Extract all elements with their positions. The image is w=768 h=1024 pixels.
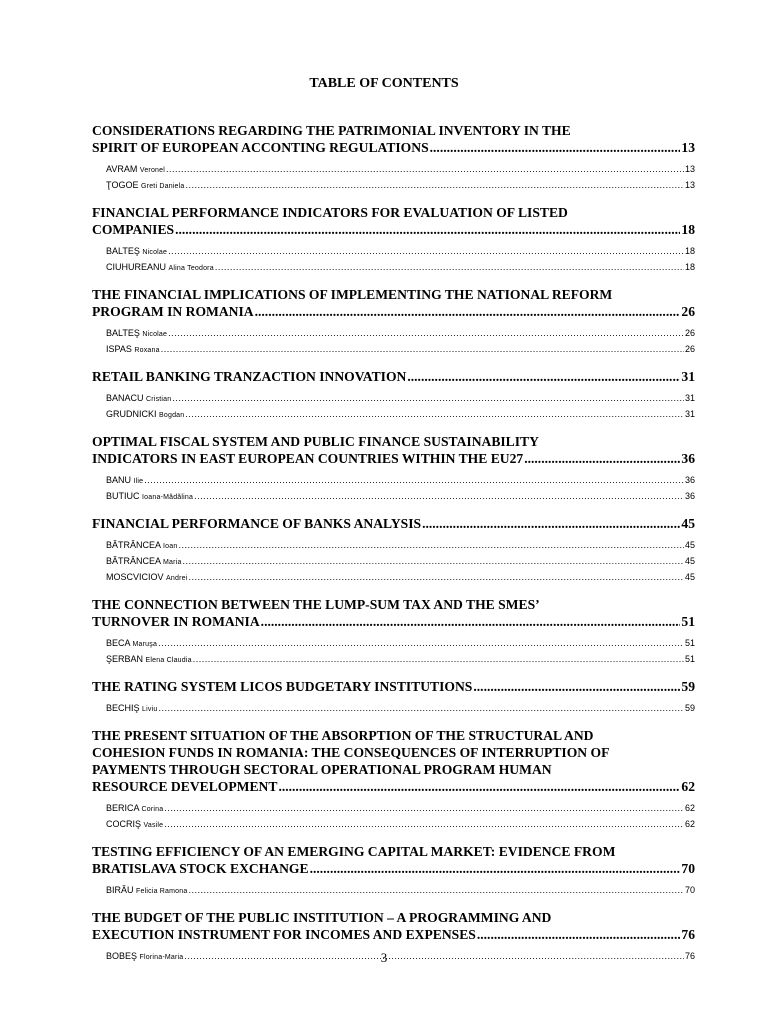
- entry-page-number: 45: [681, 516, 695, 531]
- entry-title[interactable]: [92, 678, 695, 695]
- author-last-name: ISPAS: [106, 344, 132, 354]
- entry-title-last-line: [92, 515, 695, 532]
- leader-dots: [164, 817, 684, 831]
- author-list: [106, 538, 695, 586]
- leader-dots: [172, 391, 684, 405]
- author-last-name: CIUHUREANU: [106, 262, 167, 272]
- author-page-number: 70: [684, 885, 695, 895]
- author-name: [106, 178, 184, 194]
- author-name: [106, 538, 177, 554]
- entry-title-text: TURNOVER IN ROMANIA: [92, 614, 260, 629]
- author-page-number: 36: [684, 491, 695, 501]
- leader-dots: [158, 636, 684, 650]
- author-name: [106, 342, 160, 358]
- entry-title[interactable]: [92, 909, 695, 943]
- leader-dots: [215, 260, 684, 274]
- author-page-number: 26: [684, 344, 695, 354]
- author-first-name: Alina Teodora: [168, 265, 214, 272]
- author-row[interactable]: [106, 489, 695, 505]
- author-list: [106, 701, 695, 717]
- author-last-name: BANACU: [106, 393, 144, 403]
- author-list: [106, 883, 695, 899]
- toc-entry: [92, 433, 695, 505]
- entry-title-line: FINANCIAL PERFORMANCE INDICATORS FOR EVALUATION OF LISTED: [92, 205, 568, 220]
- author-first-name: Maria: [163, 559, 182, 566]
- toc-entry: [92, 727, 695, 833]
- leader-dots: [185, 407, 684, 421]
- author-page-number: 51: [684, 638, 695, 648]
- entry-title[interactable]: [92, 122, 695, 156]
- toc-entry: [92, 204, 695, 276]
- author-page-number: 45: [684, 556, 695, 566]
- author-list: [106, 244, 695, 276]
- entry-title[interactable]: [92, 596, 695, 630]
- author-row[interactable]: [106, 244, 695, 260]
- author-first-name: Cristian: [146, 396, 172, 403]
- leader-dots: [144, 473, 684, 487]
- entry-title[interactable]: [92, 843, 695, 877]
- leader-dots: [430, 139, 681, 156]
- author-last-name: BIRĂU: [106, 885, 134, 895]
- author-page-number: 45: [684, 540, 695, 550]
- entry-page-number: 62: [681, 779, 695, 794]
- author-name: [106, 244, 167, 260]
- leader-dots: [183, 554, 684, 568]
- author-first-name: Felicia Ramona: [136, 888, 188, 895]
- author-page-number: 26: [684, 328, 695, 338]
- entry-page-number: 26: [681, 304, 695, 319]
- author-list: [106, 391, 695, 423]
- author-last-name: COCRIŞ: [106, 819, 142, 829]
- entry-title-line: THE FINANCIAL IMPLICATIONS OF IMPLEMENTING THE NATIONAL REFORM: [92, 287, 613, 302]
- author-name: [106, 652, 192, 668]
- author-first-name: Greti Daniela: [141, 183, 185, 190]
- author-first-name: Bogdan: [159, 412, 185, 419]
- author-first-name: Nicolae: [142, 249, 168, 256]
- leader-dots: [164, 801, 684, 815]
- author-last-name: AVRAM: [106, 164, 138, 174]
- author-name: [106, 801, 163, 817]
- author-name: [106, 636, 157, 652]
- leader-dots: [188, 883, 684, 897]
- author-first-name: Roxana: [134, 347, 160, 354]
- author-page-number: 59: [684, 703, 695, 713]
- toc-entry: [92, 843, 695, 899]
- entry-title-last-line: [92, 926, 695, 943]
- leader-dots: [168, 326, 684, 340]
- toc-entry: [92, 515, 695, 586]
- author-row[interactable]: [106, 407, 695, 423]
- author-row[interactable]: [106, 326, 695, 342]
- author-row[interactable]: [106, 391, 695, 407]
- author-last-name: BUTIUC: [106, 491, 140, 501]
- leader-dots: [193, 652, 684, 666]
- author-row[interactable]: [106, 554, 695, 570]
- author-last-name: BERICA: [106, 803, 140, 813]
- entry-title-line: PAYMENTS THROUGH SECTORAL OPERATIONAL PROGRAM HUMAN: [92, 762, 552, 777]
- author-name: [106, 489, 193, 505]
- entry-title-line: THE BUDGET OF THE PUBLIC INSTITUTION – A PROGRAMMING AND: [92, 910, 552, 925]
- entry-title-text: RESOURCE DEVELOPMENT: [92, 779, 278, 794]
- leader-dots: [185, 178, 684, 192]
- leader-dots: [477, 926, 681, 943]
- author-page-number: 31: [684, 393, 695, 403]
- author-first-name: Ioana-Mădălina: [142, 494, 194, 501]
- leader-dots: [473, 678, 680, 695]
- author-last-name: ŢOGOE: [106, 180, 139, 190]
- page-number: 3: [380, 950, 388, 965]
- entry-title-text: BRATISLAVA STOCK EXCHANGE: [92, 861, 309, 876]
- toc-entry: [92, 678, 695, 717]
- author-page-number: 36: [684, 475, 695, 485]
- entry-title-text: FINANCIAL PERFORMANCE OF BANKS ANALYSIS: [92, 516, 422, 531]
- entry-title[interactable]: [92, 204, 695, 238]
- author-name: [106, 260, 214, 276]
- entry-page-number: 59: [681, 679, 695, 694]
- author-last-name: BĂTRÂNCEA: [106, 556, 161, 566]
- entry-page-number: 76: [681, 927, 695, 942]
- author-name: [106, 473, 143, 489]
- entry-title-line: CONSIDERATIONS REGARDING THE PATRIMONIAL INVENTORY IN THE: [92, 123, 571, 138]
- leader-dots: [261, 613, 681, 630]
- entry-title-line: COHESION FUNDS IN ROMANIA: THE CONSEQUENCES OF INTERRUPTION OF: [92, 745, 610, 760]
- entry-title-text: THE RATING SYSTEM LICOS BUDGETARY INSTITUTIONS: [92, 679, 473, 694]
- author-name: [106, 701, 157, 717]
- author-first-name: Liviu: [142, 706, 158, 713]
- author-row[interactable]: [106, 178, 695, 194]
- entry-title[interactable]: [92, 515, 695, 532]
- leader-dots: [166, 162, 684, 176]
- entry-title-last-line: [92, 778, 695, 795]
- entry-title-line: THE PRESENT SITUATION OF THE ABSORPTION OF THE STRUCTURAL AND: [92, 728, 594, 743]
- leader-dots: [161, 342, 684, 356]
- author-last-name: BĂTRÂNCEA: [106, 540, 161, 550]
- author-first-name: Andrei: [166, 575, 188, 582]
- author-page-number: 31: [684, 409, 695, 419]
- author-list: [106, 326, 695, 358]
- author-first-name: Maruşa: [132, 641, 158, 648]
- author-name: [106, 883, 187, 899]
- author-name: [106, 817, 163, 833]
- entry-page-number: 13: [681, 140, 695, 155]
- author-row[interactable]: [106, 701, 695, 717]
- author-first-name: Ioan: [163, 543, 178, 550]
- author-first-name: Vasile: [143, 822, 164, 829]
- entry-title-line: THE CONNECTION BETWEEN THE LUMP-SUM TAX AND THE SMES’: [92, 597, 540, 612]
- author-row[interactable]: [106, 801, 695, 817]
- toc-entry: [92, 596, 695, 668]
- entry-title-text: COMPANIES: [92, 222, 175, 237]
- page-title: TABLE OF CONTENTS: [309, 76, 459, 91]
- author-row[interactable]: [106, 570, 695, 586]
- entry-page-number: 70: [681, 861, 695, 876]
- author-first-name: Elena Claudia: [145, 657, 192, 664]
- leader-dots: [178, 538, 684, 552]
- author-last-name: BANU: [106, 475, 132, 485]
- author-first-name: Veronel: [139, 167, 166, 174]
- entry-title-last-line: [92, 860, 695, 877]
- author-row[interactable]: [106, 162, 695, 178]
- entry-page-number: 36: [681, 451, 695, 466]
- author-page-number: 51: [684, 654, 695, 664]
- author-last-name: ŞERBAN: [106, 654, 144, 664]
- entry-title[interactable]: [92, 286, 695, 320]
- entry-title-text: INDICATORS IN EAST EUROPEAN COUNTRIES WITHIN THE EU27: [92, 451, 524, 466]
- entry-title-last-line: [92, 221, 695, 238]
- author-page-number: 13: [684, 164, 695, 174]
- leader-dots: [168, 244, 684, 258]
- toc-entry: [92, 122, 695, 194]
- toc-entry: [92, 368, 695, 423]
- author-name: [106, 326, 167, 342]
- entry-title-text: PROGRAM IN ROMANIA: [92, 304, 254, 319]
- author-name: [106, 554, 182, 570]
- author-row[interactable]: [106, 473, 695, 489]
- author-page-number: 18: [684, 246, 695, 256]
- author-row[interactable]: [106, 817, 695, 833]
- author-row[interactable]: [106, 342, 695, 358]
- author-list: [106, 162, 695, 194]
- author-last-name: BOBEŞ: [106, 951, 138, 961]
- author-last-name: MOSCVICIOV: [106, 572, 164, 582]
- entry-title-last-line: [92, 368, 695, 385]
- entry-title-text: EXECUTION INSTRUMENT FOR INCOMES AND EXPENSES: [92, 927, 476, 942]
- author-page-number: 45: [684, 572, 695, 582]
- author-first-name: Nicolae: [142, 331, 168, 338]
- leader-dots: [188, 570, 684, 584]
- entry-title[interactable]: [92, 433, 695, 467]
- author-name: [106, 407, 184, 423]
- table-of-contents: [92, 122, 695, 975]
- author-row[interactable]: [106, 538, 695, 554]
- author-page-number: 76: [684, 951, 695, 961]
- leader-dots: [175, 221, 680, 238]
- leader-dots: [407, 368, 680, 385]
- entry-title-line: OPTIMAL FISCAL SYSTEM AND PUBLIC FINANCE SUSTAINABILITY: [92, 434, 539, 449]
- toc-entry: [92, 286, 695, 358]
- author-row[interactable]: [106, 260, 695, 276]
- author-last-name: BALTEŞ: [106, 328, 140, 338]
- entry-title-last-line: [92, 139, 695, 156]
- author-last-name: BECA: [106, 638, 131, 648]
- author-row[interactable]: [106, 652, 695, 668]
- author-name: [106, 570, 187, 586]
- author-first-name: Corina: [141, 806, 164, 813]
- author-last-name: BECHIŞ: [106, 703, 140, 713]
- entry-title[interactable]: [92, 727, 695, 795]
- author-list: [106, 473, 695, 505]
- author-page-number: 62: [684, 819, 695, 829]
- entry-title-last-line: [92, 450, 695, 467]
- entry-title-last-line: [92, 678, 695, 695]
- author-last-name: GRUDNICKI: [106, 409, 157, 419]
- leader-dots: [158, 701, 684, 715]
- entry-page-number: 31: [681, 369, 695, 384]
- entry-title-text: SPIRIT OF EUROPEAN ACCONTING REGULATIONS: [92, 140, 429, 155]
- leader-dots: [255, 303, 681, 320]
- leader-dots: [310, 860, 681, 877]
- author-first-name: Florina-Maria: [139, 954, 184, 961]
- author-first-name: Ilie: [133, 478, 144, 485]
- author-page-number: 18: [684, 262, 695, 272]
- author-name: [106, 391, 171, 407]
- author-name: [106, 162, 165, 178]
- author-page-number: 13: [684, 180, 695, 190]
- author-list: [106, 636, 695, 668]
- leader-dots: [194, 489, 684, 503]
- author-last-name: BALTEŞ: [106, 246, 140, 256]
- author-row[interactable]: [106, 883, 695, 899]
- leader-dots: [422, 515, 680, 532]
- leader-dots: [524, 450, 680, 467]
- entry-page-number: 18: [681, 222, 695, 237]
- entry-title-last-line: [92, 303, 695, 320]
- author-page-number: 62: [684, 803, 695, 813]
- entry-title-text: RETAIL BANKING TRANZACTION INNOVATION: [92, 369, 407, 384]
- entry-title-line: TESTING EFFICIENCY OF AN EMERGING CAPITAL MARKET: EVIDENCE FROM: [92, 844, 616, 859]
- leader-dots: [278, 778, 680, 795]
- entry-page-number: 51: [681, 614, 695, 629]
- entry-title-last-line: [92, 613, 695, 630]
- author-list: [106, 801, 695, 833]
- author-row[interactable]: [106, 636, 695, 652]
- entry-title[interactable]: [92, 368, 695, 385]
